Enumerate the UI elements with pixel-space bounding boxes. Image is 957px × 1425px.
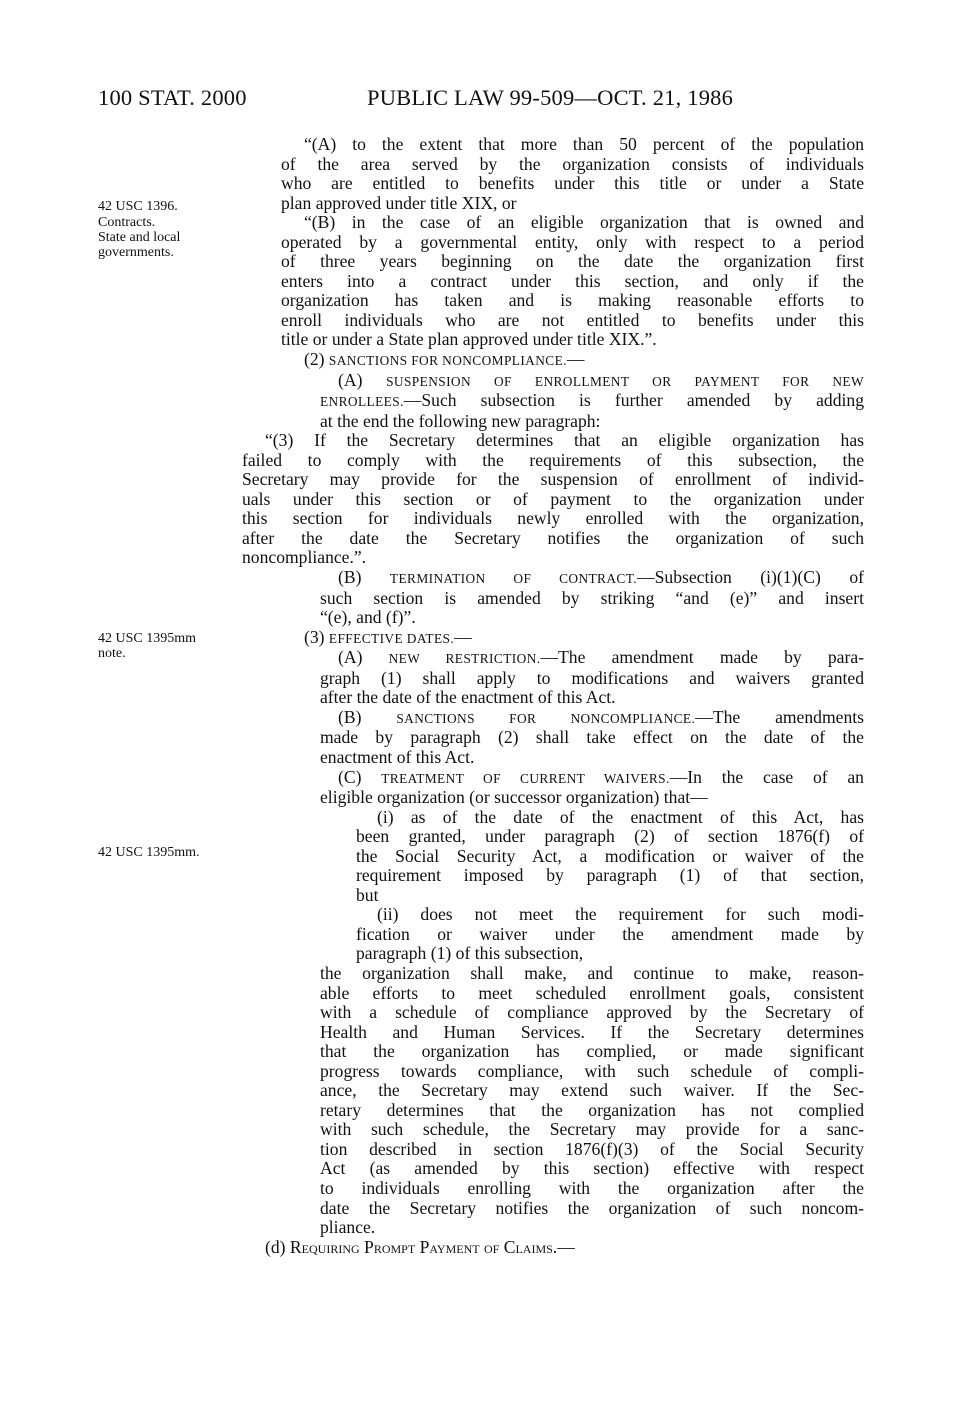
text-line: after the date of the enactment of this Act. xyxy=(320,687,616,708)
text-fragment: —The amendments xyxy=(695,706,864,727)
text-line: but xyxy=(356,884,379,905)
text-line: who are entitled to benefits under this title or under a State xyxy=(281,173,864,194)
text-line: of three years beginning on the date the organization first xyxy=(281,251,864,272)
text-line: made by paragraph (2) shall take effect on the date of the xyxy=(320,727,864,748)
section-heading: NEW RESTRICTION. xyxy=(388,651,541,667)
text-line: to individuals enrolling with the organization after the xyxy=(320,1177,864,1198)
section-heading: SANCTIONS FOR NONCOMPLIANCE. xyxy=(328,353,567,369)
text-line: noncompliance.”. xyxy=(242,547,367,568)
text-line: (i) as of the date of the enactment of this Act, has xyxy=(377,806,864,827)
text-line: enactment of this Act. xyxy=(320,746,475,767)
text-line: “(e), and (f)”. xyxy=(320,607,416,628)
text-line: enroll individuals who are not entitled to benefits under this xyxy=(281,309,864,330)
text-line: this section for individuals newly enrolled with the organization, xyxy=(242,508,864,529)
text-line xyxy=(242,708,864,729)
margin-note: 42 USC 1395mm xyxy=(98,631,197,646)
text-line xyxy=(242,648,864,669)
subparagraph-number: (A) xyxy=(338,369,387,390)
text-fragment: —Such subsection is further amended by adding xyxy=(403,390,864,411)
public-law-title: PUBLIC LAW 99-509—OCT. 21, 1986 xyxy=(367,85,734,110)
text-line: uals under this section or of payment to the organization under xyxy=(242,488,864,509)
text-fragment: —The amendment made by para- xyxy=(540,647,864,668)
text-line: after the date the Secretary notifies the organization of such xyxy=(242,527,864,548)
paragraph-number: (2) xyxy=(304,349,329,370)
text-line xyxy=(242,371,864,392)
paragraph-number: (3) xyxy=(304,626,329,647)
text-line xyxy=(242,350,864,371)
text-line: Health and Human Services. If the Secretary determines xyxy=(320,1021,864,1042)
text-line: “(A) to the extent that more than 50 percent of the population xyxy=(304,134,864,154)
text-line: fication or waiver under the amendment made by xyxy=(356,923,864,944)
text-line xyxy=(242,1238,864,1258)
em-dash: — xyxy=(454,626,472,647)
text-line xyxy=(242,568,864,589)
text-line xyxy=(242,768,864,789)
text-line: eligible organization (or successor organization) that— xyxy=(320,787,708,808)
text-line: failed to comply with the requirements of this subsection, the xyxy=(242,449,864,470)
subsection-label: (d) xyxy=(265,1236,290,1257)
em-dash: — xyxy=(566,349,585,370)
text-line: the organization shall make, and continue to make, reason- xyxy=(320,962,864,983)
subparagraph-number: (B) xyxy=(338,567,390,588)
section-heading: Requiring Prompt Payment of Claims. xyxy=(289,1236,558,1257)
text-line: the Social Security Act, a modification or waiver of the xyxy=(356,845,864,866)
section-heading: EFFECTIVE DATES. xyxy=(328,630,455,646)
text-line: retary determines that the organization has not complied xyxy=(320,1099,864,1120)
text-line: enters into a contract under this section, and only if the xyxy=(281,270,864,291)
text-line: requirement imposed by paragraph (1) of that section, xyxy=(356,865,864,886)
text-line: plan approved under title XIX, or xyxy=(281,192,517,213)
section-heading: ENROLLEES. xyxy=(320,394,404,410)
text-line: title or under a State plan approved under title XIX.”. xyxy=(281,329,657,350)
text-line: such section is amended by striking “and (e)” and insert xyxy=(320,587,864,608)
text-line: operated by a governmental entity, only with respect to a period xyxy=(281,231,864,252)
margin-note: 42 USC 1395mm. xyxy=(98,845,200,860)
section-heading: SANCTIONS FOR NONCOMPLIANCE. xyxy=(396,710,696,726)
text-line: able efforts to meet scheduled enrollment goals, consistent xyxy=(320,982,864,1003)
em-dash: — xyxy=(557,1236,575,1257)
text-line: tion described in section 1876(f)(3) of the Social Security xyxy=(320,1138,864,1159)
text-line: graph (1) shall apply to modifications and waivers granted xyxy=(320,667,864,688)
text-line xyxy=(242,628,864,649)
text-line: ance, the Secretary may extend such waiver. If the Sec- xyxy=(320,1080,864,1101)
text-fragment: —Subsection (i)(1)(C) of xyxy=(637,567,864,588)
text-line: been granted, under paragraph (2) of section 1876(f) of xyxy=(356,826,864,847)
text-line: with a schedule of compliance approved by the Secretary of xyxy=(320,1002,864,1023)
text-line: progress towards compliance, with such schedule of compli- xyxy=(320,1060,864,1081)
text-line: pliance. xyxy=(320,1217,376,1238)
text-fragment: —In the case of an xyxy=(669,766,864,787)
section-heading: TREATMENT OF CURRENT WAIVERS. xyxy=(381,770,670,786)
text-line: “(B) in the case of an eligible organization that is owned and xyxy=(304,212,864,233)
section-heading: SUSPENSION OF ENROLLMENT OR PAYMENT FOR NEW xyxy=(386,373,865,389)
text-line: (ii) does not meet the requirement for such modi- xyxy=(377,904,864,925)
text-line xyxy=(242,391,864,412)
margin-note: note. xyxy=(98,646,126,661)
subparagraph-number: (C) xyxy=(338,766,382,787)
margin-note: State and local xyxy=(98,230,181,245)
subparagraph-number: (B) xyxy=(338,706,397,727)
margin-note: Contracts. xyxy=(98,215,156,230)
margin-note: governments. xyxy=(98,245,174,260)
law-body-text xyxy=(242,135,864,1257)
text-line: date the Secretary notifies the organization of such noncom- xyxy=(320,1197,864,1218)
text-line: of the area served by the organization consists of individuals xyxy=(281,153,864,174)
section-heading: TERMINATION OF CONTRACT. xyxy=(389,571,638,587)
text-line: Act (as amended by this section) effective with respect xyxy=(320,1158,864,1179)
text-line: paragraph (1) of this subsection, xyxy=(356,943,584,964)
text-line: with such schedule, the Secretary may provide for a sanc- xyxy=(320,1119,864,1140)
stat-page-number: 100 STAT. 2000 xyxy=(98,85,247,110)
subparagraph-number: (A) xyxy=(338,647,389,668)
text-line: organization has taken and is making reasonable efforts to xyxy=(281,290,864,311)
text-line: Secretary may provide for the suspension of enrollment of individ- xyxy=(242,469,864,490)
text-line: “(3) If the Secretary determines that an eligible organization has xyxy=(265,430,864,451)
margin-note: 42 USC 1396. xyxy=(98,199,178,214)
text-line: at the end the following new paragraph: xyxy=(320,410,601,431)
text-line: that the organization has complied, or made significant xyxy=(320,1041,864,1062)
